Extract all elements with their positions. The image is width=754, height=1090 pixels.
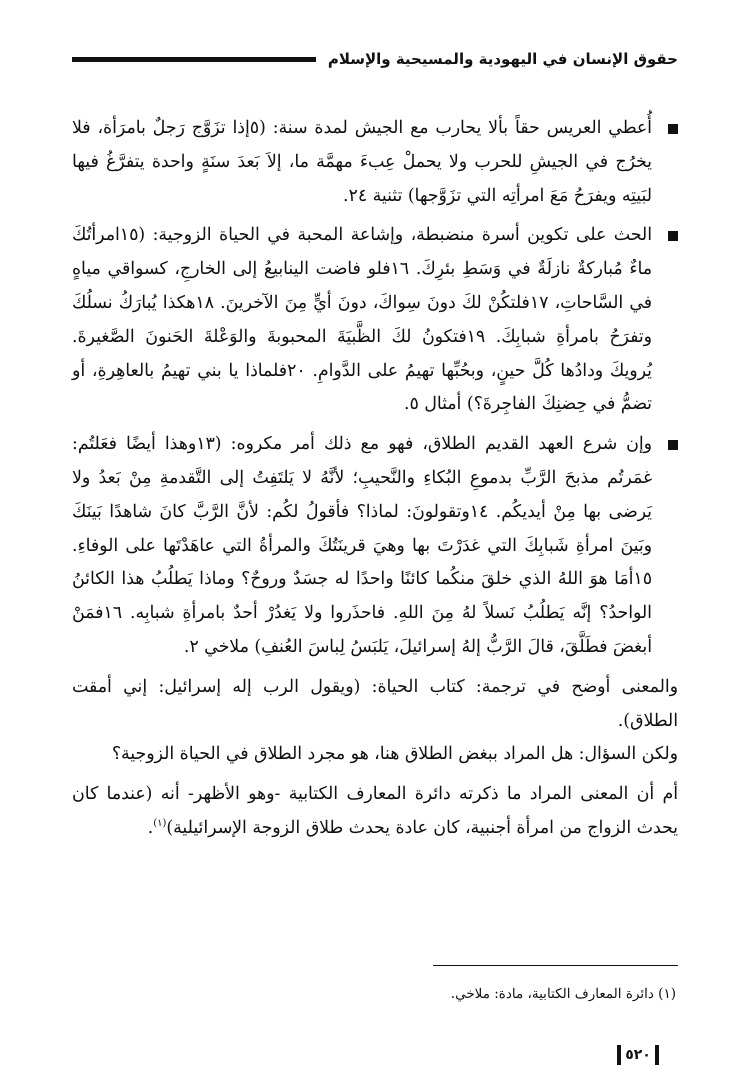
running-title: حقوق الإنسان في اليهودية والمسيحية والإسلام [327, 50, 678, 68]
body-paragraph: والمعنى أوضح في ترجمة: كتاب الحياة: (ويقول الرب إله إسرائيل: إني أمقت الطلاق). [72, 676, 678, 731]
footnote-divider [433, 965, 678, 966]
body-paragraph: أم أن المعنى المراد ما ذكرته دائرة المعارف الكتابية -وهو الأظهر- أنه (عندما كان يحدث الزواج من امرأة أجنبية، كان عادة يحدث طلاق الزوجة الإسرائيلية)$^{(١)}$. [72, 784, 678, 838]
running-header [72, 44, 678, 74]
page-number: ٥٢٠ [625, 1047, 651, 1063]
square-bullet-icon [668, 124, 678, 134]
bullet-text: وإن شرع العهد القديم الطلاق، فهو مع ذلك أمر مكروه: (١٣وهذا أيضًا فعَلتُم: غمَرتُم مذبحَ الرَّبِّ بدموعِ البُكاءِ والنَّحيبِ؛ لأنَّهُ لا يَلتَفِتُ إلى التَّقدمةِ مِنْ بَعدُ ولا يَرضى بها مِنْ أيديكُم. ١٤وتقولونَ: لماذا؟ فأقولُ لكُم: لأنَّ الرَّبَّ كانَ شاهدًا بَينَكَ وبَينَ امرأةِ شَبابِكَ التي غدَرْتَ بها وهيَ قرينَتُكَ والمرأةُ التي عاهَدْتَها على الوفاءِ. ١٥أمَا هوَ اللهُ الذي خلقَ منكُما كائنًا واحدًا له جسَدٌ وروحٌ؟ وماذا يَطلُبُ هذا الكائنُ الواحدُ؟ إنَّه يَطلُبُ نَسلاً لهُ مِنَ اللهِ. فاحذَروا ولا يَغدُرْ أحدٌ بامرأةِ شبابِه. ١٦فمَنْ أبغضَ فطَلَّقَ، قالَ الرَّبُّ إلهُ إسرائيلَ، يَلبَسُ لِباسَ العُنفِ) ملاخي ٢. [72, 434, 652, 657]
page-number-bar-left [617, 1045, 621, 1065]
square-bullet-icon [668, 440, 678, 450]
footnote: (١) دائرة المعارف الكتابية، مادة: ملاخي. [450, 986, 676, 1002]
bullet-text: أُعطي العريس حقاً بألا يحارب مع الجيش لمدة سنة: (٥إذا تزَوَّج رَجلٌ بامرَأة، فلا يخرُج في الجيشِ للحرب ولا يحملْ عِبءَ مهمَّة ما، إلاَ بَعدَ سنَةٍ واحدة يتفرَّغُ فيها لبَيتِه ويفرَحُ مَعَ امرأتِه التي تزَوَّجها) تثنية ٢٤. [72, 118, 652, 206]
page-number-box [608, 1043, 668, 1067]
bullet-item [72, 428, 678, 665]
header-rule [72, 57, 316, 62]
bullet-item [72, 219, 678, 422]
body-paragraph: ولكن السؤال: هل المراد ببغض الطلاق هنا، هو مجرد الطلاق في الحياة الزوجية؟ [111, 744, 678, 765]
bullet-item [72, 112, 678, 213]
bullet-text: الحث على تكوين أسرة منضبطة، وإشاعة المحبة في الحياة الزوجية: (١٥امرأتُكَ ماءٌ مُباركةٌ نازلَةٌ في وَسَطِ بئرِكَ. ١٦فلو فاضت الينابيعُ إلى الخارجِ، كسواقي مياهٍ في السَّاحاتِ، ١٧فلتكُنْ لكَ دونَ سِواكَ، دونَ أيٍّ مِنَ الآخرينَ. ١٨هكذا يُبارَكُ نسلُكَ وتفرَحُ بامرأةِ شبابِكَ. ١٩فتكونُ لكَ الظَّبيَةَ المحبوبةَ والوَعْلةَ الحَنونَ الصَّغيرةَ. يُرويكَ ودادُها كُلَّ حينٍ، وبحُبِّها تهيمُ على الدَّوامِ. ٢٠فلماذا يا بني تهيمُ بالعاهِرةِ، أو تضمُّ في حِضنِكَ الفاجِرةَ؟) أمثال ٥. [72, 225, 653, 415]
footnote-reference[interactable]: (١) [153, 818, 167, 830]
page-number-bar-right [655, 1045, 659, 1065]
body-paragraph-text: أم أن المعنى المراد ما ذكرته دائرة المعارف الكتابية -وهو الأظهر- أنه (عندما كان يحدث الزواج من امرأة أجنبية، كان عادة يحدث طلاق الزوجة الإسرائيلية) [72, 784, 678, 838]
square-bullet-icon [668, 231, 678, 241]
page-body [72, 112, 678, 846]
